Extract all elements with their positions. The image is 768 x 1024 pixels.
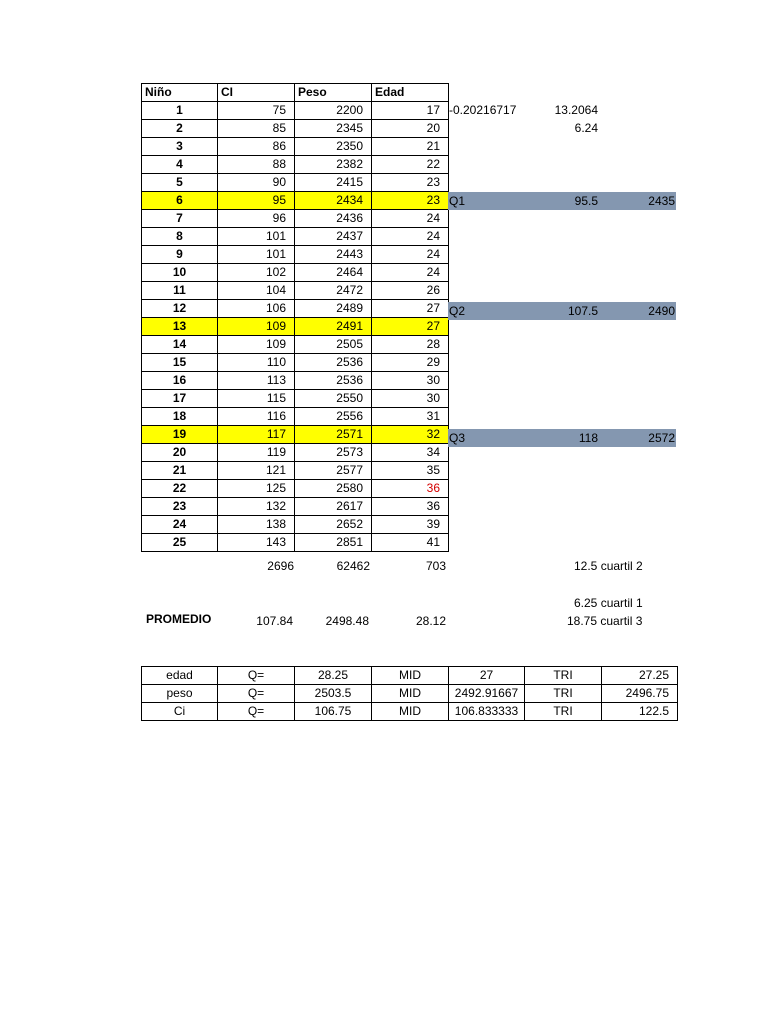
cell-nino[interactable]: 14 [142, 336, 218, 354]
summary-row [142, 703, 678, 721]
table-row [142, 516, 449, 534]
cell-nino[interactable]: 9 [142, 246, 218, 264]
cell-peso[interactable]: 2550 [295, 390, 372, 408]
cell-nino[interactable]: 5 [142, 174, 218, 192]
table-row [142, 300, 449, 318]
cell-peso[interactable]: 2571 [295, 426, 372, 444]
header-cell-nino[interactable]: Niño [142, 84, 218, 102]
summary-q-label[interactable]: Q= [218, 667, 295, 685]
cell-nino[interactable]: 13 [142, 318, 218, 336]
summary-name[interactable]: peso [142, 685, 218, 703]
cell-edad[interactable]: 20 [372, 120, 449, 138]
table-row [142, 426, 449, 444]
cell-peso[interactable]: 2536 [295, 372, 372, 390]
cell-peso[interactable]: 2415 [295, 174, 372, 192]
cell-ci[interactable]: 85 [218, 120, 295, 138]
summary-mid-label[interactable]: MID [372, 703, 449, 721]
cell-peso[interactable]: 2505 [295, 336, 372, 354]
cell-edad[interactable]: 32 [372, 426, 449, 444]
table-row [142, 156, 449, 174]
cell-ci[interactable]: 88 [218, 156, 295, 174]
cell-ci[interactable]: 102 [218, 264, 295, 282]
table-row [142, 102, 449, 120]
summary-tri-label[interactable]: TRI [525, 703, 602, 721]
cell-edad[interactable]: 30 [372, 390, 449, 408]
promedio-peso[interactable]: 2498.48 [325, 614, 369, 628]
cell-nino[interactable]: 8 [142, 228, 218, 246]
cell-nino[interactable]: 3 [142, 138, 218, 156]
cell-ci[interactable]: 101 [218, 246, 295, 264]
cell-peso[interactable]: 2345 [295, 120, 372, 138]
promedio-label[interactable]: PROMEDIO [146, 612, 212, 626]
cell-nino[interactable]: 24 [142, 516, 218, 534]
summary-q-value[interactable]: 2503.5 [295, 685, 372, 703]
cell-nino[interactable]: 25 [142, 534, 218, 552]
cell-edad[interactable]: 21 [372, 138, 449, 156]
quartile-label[interactable]: Q1 [449, 194, 466, 208]
cell-nino[interactable]: 18 [142, 408, 218, 426]
cell-ci[interactable]: 121 [218, 462, 295, 480]
cell-peso[interactable]: 2350 [295, 138, 372, 156]
cell-ci[interactable]: 143 [218, 534, 295, 552]
cell-nino[interactable]: 20 [142, 444, 218, 462]
cell-peso[interactable]: 2556 [295, 408, 372, 426]
table-row [142, 336, 449, 354]
cell-edad[interactable]: 24 [372, 228, 449, 246]
cell-ci[interactable]: 132 [218, 498, 295, 516]
cell-edad[interactable]: 22 [372, 156, 449, 174]
cell-edad[interactable]: 36 [372, 480, 449, 498]
quartile-ci[interactable]: 95.5 [574, 194, 598, 208]
summary-tri-value[interactable]: 2496.75 [602, 685, 678, 703]
cell-nino[interactable]: 11 [142, 282, 218, 300]
cell-ci[interactable]: 109 [218, 318, 295, 336]
header-cell-ci[interactable]: CI [218, 84, 295, 102]
quartile-bar-q2 [448, 302, 676, 320]
side-value-r1b[interactable]: 13.2064 [554, 103, 598, 117]
cell-ci[interactable]: 106 [218, 300, 295, 318]
cell-nino[interactable]: 10 [142, 264, 218, 282]
summary-table [141, 666, 678, 721]
cell-ci[interactable]: 113 [218, 372, 295, 390]
header-row [142, 84, 449, 102]
cell-ci[interactable]: 96 [218, 210, 295, 228]
summary-tri-label[interactable]: TRI [525, 667, 602, 685]
cell-peso[interactable]: 2434 [295, 192, 372, 210]
quartile-peso[interactable]: 2572 [648, 431, 675, 445]
table-row [142, 408, 449, 426]
summary-mid-label[interactable]: MID [372, 685, 449, 703]
header-cell-peso[interactable]: Peso [295, 84, 372, 102]
cell-peso[interactable]: 2472 [295, 282, 372, 300]
summary-q-label[interactable]: Q= [218, 685, 295, 703]
promedio-edad[interactable]: 28.12 [415, 614, 446, 628]
cell-ci[interactable]: 116 [218, 408, 295, 426]
cell-peso[interactable]: 2652 [295, 516, 372, 534]
cell-edad[interactable]: 24 [372, 264, 449, 282]
cell-peso[interactable]: 2580 [295, 480, 372, 498]
total-peso[interactable]: 62462 [336, 559, 370, 573]
table-row [142, 498, 449, 516]
cell-edad[interactable]: 31 [372, 408, 449, 426]
cell-ci[interactable]: 109 [218, 336, 295, 354]
table-row [142, 210, 449, 228]
cell-peso[interactable]: 2436 [295, 210, 372, 228]
summary-tri-value[interactable]: 122.5 [602, 703, 678, 721]
cell-ci[interactable]: 115 [218, 390, 295, 408]
quartile-ci[interactable]: 107.5 [567, 304, 598, 318]
summary-mid-label[interactable]: MID [372, 667, 449, 685]
table-row [142, 480, 449, 498]
quartile-bar-q3 [448, 429, 676, 447]
table-row [142, 174, 449, 192]
table-row [142, 354, 449, 372]
promedio-ci[interactable]: 107.84 [256, 614, 293, 628]
cell-nino[interactable]: 7 [142, 210, 218, 228]
cell-peso[interactable]: 2382 [295, 156, 372, 174]
cell-peso[interactable]: 2577 [295, 462, 372, 480]
quartile-label[interactable]: Q3 [449, 431, 466, 445]
cell-peso[interactable]: 2573 [295, 444, 372, 462]
cell-ci[interactable]: 104 [218, 282, 295, 300]
cell-peso[interactable]: 2489 [295, 300, 372, 318]
total-edad[interactable]: 703 [425, 559, 446, 573]
summary-row [142, 667, 678, 685]
cell-edad[interactable]: 24 [372, 246, 449, 264]
summary-table-body [142, 667, 678, 721]
side-value-r1a[interactable]: -0.20216717 [449, 103, 517, 117]
cell-peso[interactable]: 2617 [295, 498, 372, 516]
data-table-body [142, 84, 449, 552]
summary-name[interactable]: edad [142, 667, 218, 685]
cell-nino[interactable]: 12 [142, 300, 218, 318]
cell-edad[interactable]: 28 [372, 336, 449, 354]
cell-peso[interactable]: 2536 [295, 354, 372, 372]
cell-peso[interactable]: 2851 [295, 534, 372, 552]
side-value-r2b[interactable]: 6.24 [574, 121, 598, 135]
table-row [142, 462, 449, 480]
cell-ci[interactable]: 90 [218, 174, 295, 192]
cell-peso[interactable]: 2200 [295, 102, 372, 120]
cell-nino[interactable]: 22 [142, 480, 218, 498]
cell-ci[interactable]: 95 [218, 192, 295, 210]
cell-edad[interactable]: 41 [372, 534, 449, 552]
cell-peso[interactable]: 2491 [295, 318, 372, 336]
cell-edad[interactable]: 27 [372, 318, 449, 336]
quartile-peso[interactable]: 2435 [648, 194, 675, 208]
header-cell-edad[interactable]: Edad [372, 84, 449, 102]
quartile-peso[interactable]: 2490 [648, 304, 675, 318]
quartile-label[interactable]: Q2 [449, 304, 466, 318]
table-row [142, 264, 449, 282]
cell-edad[interactable]: 34 [372, 444, 449, 462]
cell-nino[interactable]: 21 [142, 462, 218, 480]
summary-q-value[interactable]: 106.75 [295, 703, 372, 721]
table-row [142, 120, 449, 138]
cell-ci[interactable]: 119 [218, 444, 295, 462]
cell-ci[interactable]: 86 [218, 138, 295, 156]
quartile-ci[interactable]: 118 [578, 431, 598, 445]
table-row [142, 318, 449, 336]
cell-nino[interactable]: 15 [142, 354, 218, 372]
table-row [142, 228, 449, 246]
table-row [142, 282, 449, 300]
cell-nino[interactable]: 6 [142, 192, 218, 210]
cell-edad[interactable]: 24 [372, 210, 449, 228]
cell-nino[interactable]: 17 [142, 390, 218, 408]
quartile-bar-q1 [448, 192, 676, 210]
cell-peso[interactable]: 2437 [295, 228, 372, 246]
cell-nino[interactable]: 23 [142, 498, 218, 516]
table-row [142, 390, 449, 408]
total-ci[interactable]: 2696 [267, 559, 294, 573]
table-row [142, 246, 449, 264]
cell-nino[interactable]: 1 [142, 102, 218, 120]
cell-edad[interactable]: 29 [372, 354, 449, 372]
cell-nino[interactable]: 2 [142, 120, 218, 138]
table-row [142, 444, 449, 462]
summary-mid-value[interactable]: 27 [449, 667, 525, 685]
data-table [141, 83, 449, 552]
summary-tri-label[interactable]: TRI [525, 685, 602, 703]
note-cuartil-1[interactable]: 6.25 cuartil 1 [574, 596, 643, 610]
note-cuartil-3[interactable]: 18.75 cuartil 3 [567, 614, 643, 628]
cell-edad[interactable]: 39 [372, 516, 449, 534]
cell-ci[interactable]: 125 [218, 480, 295, 498]
summary-mid-value[interactable]: 2492.91667 [449, 685, 525, 703]
summary-mid-value[interactable]: 106.833333 [449, 703, 525, 721]
cell-ci[interactable]: 75 [218, 102, 295, 120]
table-row [142, 372, 449, 390]
cell-ci[interactable]: 117 [218, 426, 295, 444]
summary-name[interactable]: Ci [142, 703, 218, 721]
cell-ci[interactable]: 138 [218, 516, 295, 534]
cell-ci[interactable]: 110 [218, 354, 295, 372]
cell-edad[interactable]: 30 [372, 372, 449, 390]
cell-ci[interactable]: 101 [218, 228, 295, 246]
cell-peso[interactable]: 2464 [295, 264, 372, 282]
cell-edad[interactable]: 23 [372, 192, 449, 210]
cell-nino[interactable]: 16 [142, 372, 218, 390]
note-cuartil-2[interactable]: 12.5 cuartil 2 [574, 559, 643, 573]
summary-q-label[interactable]: Q= [218, 703, 295, 721]
cell-edad[interactable]: 36 [372, 498, 449, 516]
cell-edad[interactable]: 23 [372, 174, 449, 192]
table-row [142, 534, 449, 552]
cell-edad[interactable]: 35 [372, 462, 449, 480]
cell-edad[interactable]: 26 [372, 282, 449, 300]
cell-edad[interactable]: 17 [372, 102, 449, 120]
cell-edad[interactable]: 27 [372, 300, 449, 318]
summary-tri-value[interactable]: 27.25 [602, 667, 678, 685]
cell-nino[interactable]: 4 [142, 156, 218, 174]
summary-q-value[interactable]: 28.25 [295, 667, 372, 685]
cell-nino[interactable]: 19 [142, 426, 218, 444]
table-row [142, 192, 449, 210]
summary-row [142, 685, 678, 703]
table-row [142, 138, 449, 156]
cell-peso[interactable]: 2443 [295, 246, 372, 264]
